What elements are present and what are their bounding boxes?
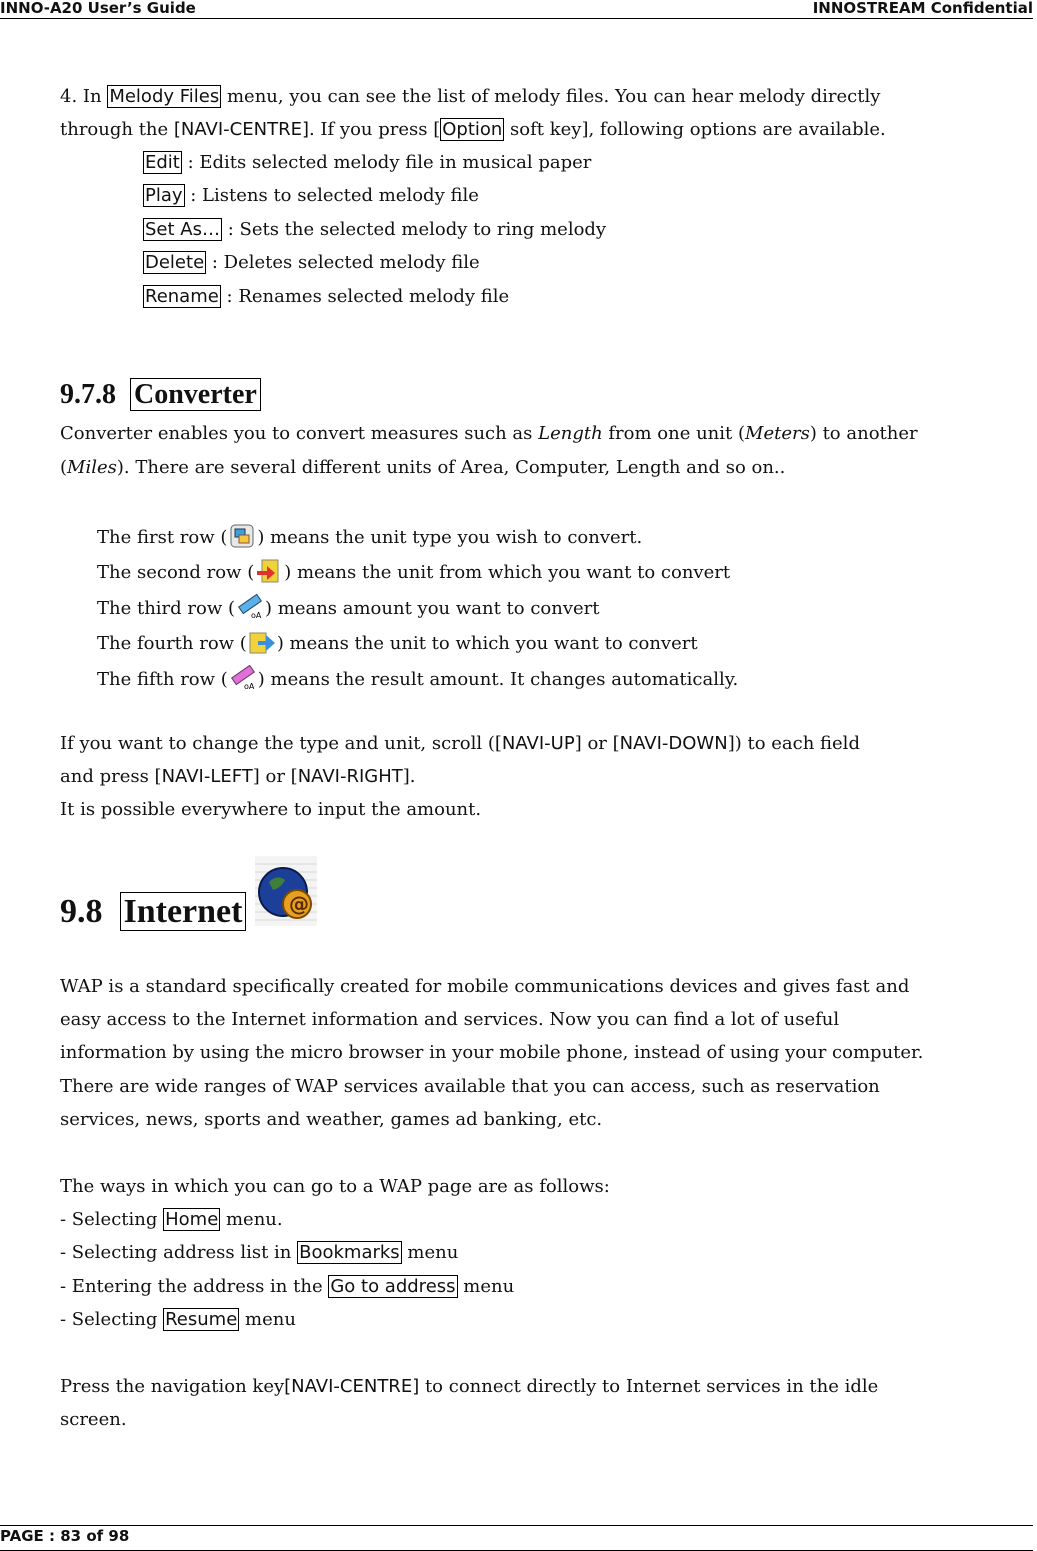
converter-intro-1: Converter enables you to convert measures such as Length from one unit (Meters) to another bbox=[60, 423, 918, 444]
converter-intro-2: (Miles). There are several different units of Area, Computer, Length and so on.. bbox=[60, 457, 786, 478]
svg-text:@: @ bbox=[289, 892, 309, 916]
melody-line-1: 4. In Melody Files menu, you can see the list of melody files. You can hear melody directly bbox=[60, 86, 881, 107]
wap-way-home: - Selecting Home menu. bbox=[60, 1209, 283, 1230]
wap-para-3: information by using the micro browser in your mobile phone, instead of using your computer. bbox=[60, 1042, 924, 1063]
option-rename: Rename : Renames selected melody file bbox=[145, 286, 510, 307]
unit-to-icon bbox=[247, 629, 277, 655]
page-footer bbox=[0, 1525, 1033, 1551]
internet-heading: 9.8 Internet bbox=[60, 893, 246, 931]
internet-title: Internet bbox=[120, 892, 247, 931]
press-navi-2: screen. bbox=[60, 1409, 127, 1430]
result-icon bbox=[228, 665, 258, 691]
converter-row-2: The second row ( ) means the unit from which you want to convert bbox=[97, 558, 730, 585]
page-number: PAGE : 83 of 98 bbox=[0, 1527, 130, 1545]
converter-row-1: The first row ( ) means the unit type you wish to convert. bbox=[97, 523, 642, 550]
scroll-instruction-2: and press [NAVI-LEFT] or [NAVI-RIGHT]. bbox=[60, 766, 416, 787]
press-navi-1: Press the navigation key[NAVI-CENTRE] to connect directly to Internet services in the idle bbox=[60, 1376, 879, 1397]
converter-row-4: The fourth row ( ) means the unit to which you want to convert bbox=[97, 629, 698, 656]
option-edit: Edit : Edits selected melody file in musical paper bbox=[145, 152, 592, 173]
converter-title: Converter bbox=[130, 378, 261, 411]
navi-centre-key: [NAVI-CENTRE] bbox=[173, 119, 309, 140]
wap-para-5: services, news, sports and weather, games ad banking, etc. bbox=[60, 1109, 603, 1130]
wap-way-goto-address: - Entering the address in the Go to address menu bbox=[60, 1276, 515, 1297]
header-confidential: INNOSTREAM Confidential bbox=[812, 0, 1033, 17]
unit-type-icon bbox=[227, 523, 257, 549]
page-header bbox=[0, 0, 1033, 19]
wap-para-4: There are wide ranges of WAP services available that you can access, such as reservation bbox=[60, 1076, 880, 1097]
converter-row-3: The third row ( oA ) means amount you want to convert bbox=[97, 594, 600, 621]
option-delete: Delete : Deletes selected melody file bbox=[145, 252, 480, 273]
melody-line-2: through the [NAVI-CENTRE]. If you press [ Option soft key], following options are available. bbox=[60, 119, 886, 140]
option-play: Play : Listens to selected melody file bbox=[145, 185, 479, 206]
scroll-instruction-1: If you want to change the type and unit, scroll ([NAVI-UP] or [NAVI-DOWN]) to each field bbox=[60, 733, 860, 754]
unit-from-icon bbox=[254, 558, 284, 584]
wap-para-1: WAP is a standard specifically created for mobile communications devices and gives fast and bbox=[60, 976, 910, 997]
wap-way-resume: - Selecting Resume menu bbox=[60, 1309, 296, 1330]
input-amount-note: It is possible everywhere to input the amount. bbox=[60, 799, 482, 820]
converter-heading: 9.7.8 Converter bbox=[60, 379, 261, 411]
option-set-as: Set As… : Sets the selected melody to ring melody bbox=[145, 219, 607, 240]
option-key: Option bbox=[442, 119, 503, 140]
wap-ways-intro: The ways in which you can go to a WAP page are as follows: bbox=[60, 1176, 610, 1197]
amount-icon bbox=[235, 594, 265, 620]
internet-globe-icon bbox=[255, 856, 317, 926]
svg-text:oA: oA bbox=[243, 682, 255, 691]
header-title: INNO-A20 User’s Guide bbox=[0, 0, 196, 17]
converter-row-5: The fifth row ( oA ) means the result amount. It changes automatically. bbox=[97, 665, 738, 692]
wap-para-2: easy access to the Internet information and services. Now you can find a lot of useful bbox=[60, 1009, 840, 1030]
svg-text:oA: oA bbox=[251, 611, 262, 620]
melody-files-menu: Melody Files bbox=[109, 86, 220, 107]
wap-way-bookmarks: - Selecting address list in Bookmarks menu bbox=[60, 1242, 459, 1263]
